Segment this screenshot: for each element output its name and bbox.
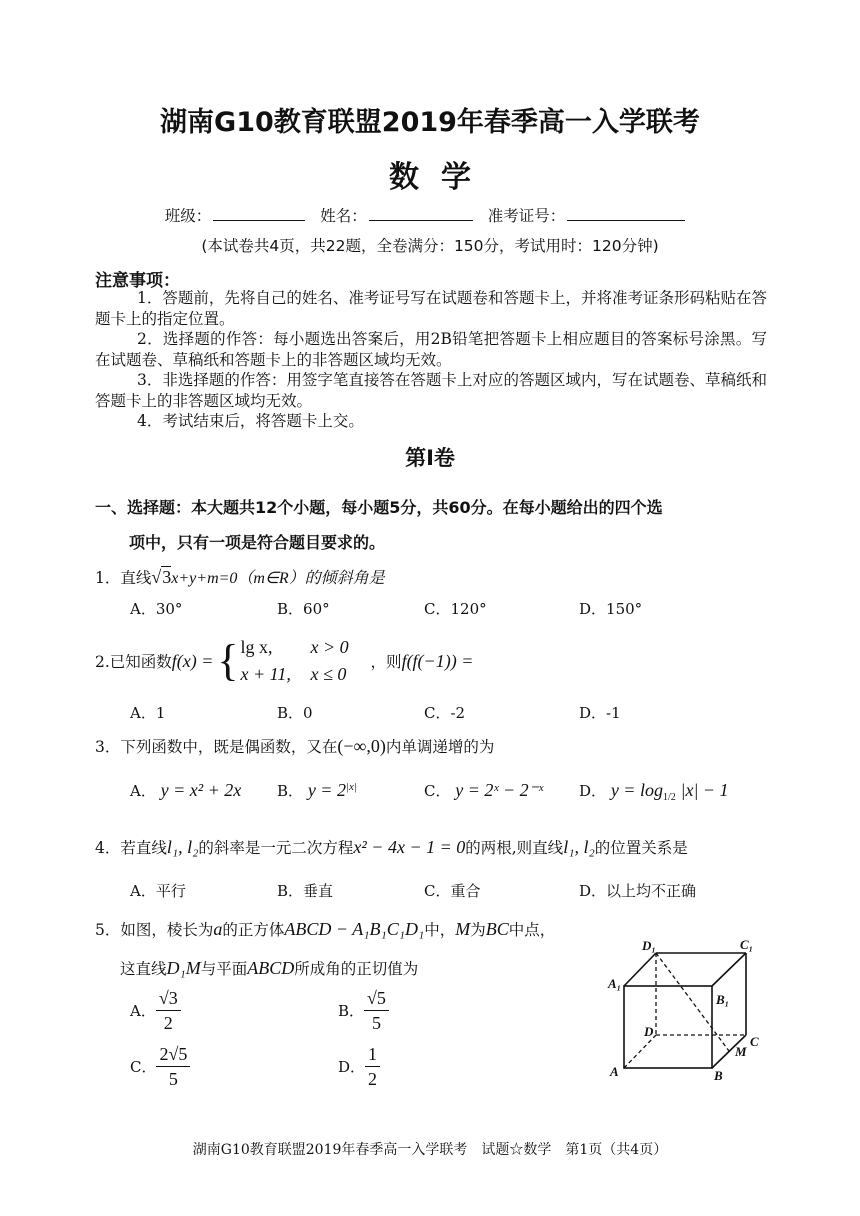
front-face [624, 986, 712, 1068]
formula-b: y = 2 [307, 780, 346, 800]
name-label: 姓名： [320, 207, 367, 225]
page-footer: 湖南G10教育联盟2019年春季高一入学联考 试题☆数学 第1页（共4页） [192, 1142, 668, 1158]
question-3 [95, 735, 494, 757]
q5-option-c [130, 1042, 190, 1091]
q5-d1m: D₁M [166, 958, 201, 978]
section-line-2: 项中，只有一项是符合题目要求的。 [129, 533, 386, 552]
formula-d: y = log [610, 780, 663, 800]
notice-item: 1．答题前，先将自己的姓名、准考证号写在试题卷和答题卡上，并将准考证条形码粘贴在答题卡上的指定位置。 [95, 289, 767, 328]
q5-text2: 的正方体 [222, 921, 285, 939]
q4-option-d: D．以上均不正确 [579, 882, 697, 900]
q5-text3: 中， [424, 921, 456, 939]
numerator: √3 [156, 986, 181, 1011]
label-a: A [610, 1064, 619, 1079]
option-label: B． [277, 782, 304, 800]
brace: { [217, 636, 239, 685]
numerator: 2√5 [156, 1042, 190, 1067]
fraction [156, 1042, 190, 1091]
sqrt3: √3 [151, 567, 172, 587]
q5-abcd: ABCD [247, 958, 295, 978]
q4-text2: 的斜率是一元二次方程 [198, 839, 354, 857]
q2-expr: f(f(−1)) = [401, 650, 474, 671]
q3-option-b [277, 780, 357, 801]
question-1 [95, 565, 385, 588]
question-5-line-2 [120, 957, 418, 979]
q3-text: 3．下列函数中，既是偶函数，又在 [95, 738, 338, 756]
label-d: D [644, 1024, 654, 1039]
q5-line2b: 与平面 [200, 960, 248, 978]
formula-a: y = x² + 2x [160, 780, 242, 800]
notice-item: 2．选择题的作答：每小题选出答案后，用2B铅笔把答题卡上相应题目的答案标号涂黑。写在试题卷、草稿纸和答题卡上的非答题区域均无效。 [95, 330, 767, 369]
q2-option-b: B．0 [277, 704, 313, 722]
question-5 [95, 918, 555, 940]
label-a1: A₁ [608, 976, 622, 991]
piecewise [241, 637, 371, 685]
class-blank [213, 206, 305, 221]
q5-a: a [213, 919, 223, 939]
q5-option-b [338, 986, 389, 1035]
option-label: C． [424, 782, 451, 800]
q1-prefix: 1．直线 [95, 569, 152, 587]
denominator: 5 [371, 1013, 381, 1033]
label-b1: B₁ [716, 992, 730, 1007]
q5-text5: 中点， [508, 921, 556, 939]
q5-line2a: 这直线 [120, 960, 167, 978]
label-c1: C₁ [740, 938, 754, 952]
cond-1: x > 0 [310, 637, 349, 657]
q2-option-c: C．-2 [424, 704, 466, 722]
q5-option-a [130, 986, 181, 1035]
question-2 [95, 633, 473, 689]
label-d1: D₁ [642, 938, 656, 953]
q3-option-a [130, 780, 241, 801]
q4-option-b: B．垂直 [277, 882, 334, 900]
case-1: lg x, [240, 637, 273, 657]
option-label: A． [130, 1002, 156, 1020]
q3-text2: 内单调递增的为 [385, 738, 495, 756]
notice-item: 4．考试结束后，将答题卡上交。 [137, 412, 364, 430]
section-title: 第Ⅰ卷 [405, 446, 455, 470]
q3-interval: (−∞,0) [337, 736, 386, 756]
q5-cube: ABCD − A₁B₁C₁D₁ [284, 919, 425, 939]
q4-text4: 的位置关系是 [594, 839, 688, 857]
subject-title: 数学 [389, 160, 493, 195]
denominator: 2 [368, 1069, 378, 1089]
label-m: M [735, 1044, 747, 1059]
notice-item: 3．非选择题的作答：用签字笔直接答在答题卡上对应的答题区域内，写在试题卷、草稿纸和答题卡上的非答题区域均无效。 [95, 371, 767, 410]
edge-b1c1 [712, 953, 746, 986]
q2-option-d: D．-1 [579, 704, 621, 722]
option-label: D． [579, 782, 607, 800]
id-label: 准考证号： [487, 207, 566, 225]
q1-option-a: A．30° [130, 600, 183, 618]
q5-text4: 为 [470, 921, 486, 939]
fraction [365, 1042, 380, 1091]
name-blank [369, 206, 473, 221]
q2-prefix: 2.已知函数 [95, 653, 172, 671]
q2-option-a: A．1 [130, 704, 166, 722]
notice-list [95, 288, 767, 432]
notice-heading: 注意事项： [95, 271, 180, 291]
option-label: B． [338, 1002, 365, 1020]
option-label: C． [130, 1058, 157, 1076]
label-b: B [714, 1068, 723, 1083]
cube-figure [600, 938, 770, 1088]
id-blank [567, 206, 685, 221]
q5-text: 5．如图，棱长为 [95, 921, 214, 939]
formula-d-tail: |x| − 1 [680, 780, 729, 800]
denominator: 5 [168, 1069, 178, 1089]
section-line-1: 一、选择题：本大题共12个小题，每小题5分，共60分。在每小题给出的四个选 [95, 498, 663, 517]
q1-option-d: D．150° [579, 600, 643, 618]
numerator: √5 [364, 986, 389, 1011]
log-base: 1/2 [662, 792, 676, 803]
edge-ad-hidden [624, 1035, 656, 1068]
q4-equation: x² − 4x − 1 = 0 [353, 837, 466, 857]
formula-b-exp: |x| [345, 781, 357, 793]
edge-a1d1 [624, 953, 656, 986]
denominator: 2 [163, 1013, 173, 1033]
q5-option-d [338, 1042, 380, 1091]
q4-option-a: A．平行 [130, 882, 186, 900]
q3-option-c [424, 780, 543, 801]
q5-m: M [455, 919, 471, 939]
case-2: x + 11, [240, 664, 291, 684]
option-label: D． [338, 1058, 366, 1076]
formula-c: y = 2ˣ − 2⁻ˣ [455, 780, 544, 800]
q5-line2c: 所成角的正切值为 [294, 960, 419, 978]
q3-option-d [579, 780, 729, 803]
exam-info: (本试卷共4页，共22题，全卷满分：150分，考试用时：120分钟) [201, 237, 659, 255]
q5-bc: BC [485, 919, 509, 939]
q4-lines-2: l₁, l₂ [563, 837, 595, 857]
student-info-line [0, 204, 860, 226]
class-label: 班级： [164, 207, 212, 225]
q1-option-c: C．120° [424, 600, 487, 618]
q1-equation: x+y+m=0（m∈R）的倾斜角是 [171, 570, 385, 587]
cond-2: x ≤ 0 [310, 664, 347, 684]
q4-lines: l₁, l₂ [166, 837, 199, 857]
q2-then: ，则 [370, 653, 402, 671]
fraction [364, 986, 389, 1035]
numerator: 1 [365, 1042, 380, 1067]
q4-text: 4．若直线 [95, 839, 167, 857]
fraction [156, 986, 181, 1035]
q4-option-c: C．重合 [424, 882, 481, 900]
option-label: A． [130, 782, 156, 800]
exam-title: 湖南G10教育联盟2019年春季高一入学联考 [160, 107, 700, 138]
q1-option-b: B．60° [277, 600, 330, 618]
section-instructions [95, 490, 767, 560]
label-c: C [750, 1034, 759, 1049]
question-4 [95, 836, 775, 858]
q2-fx: f(x) = [171, 650, 214, 671]
q4-text3: 的两根,则直线 [465, 839, 564, 857]
